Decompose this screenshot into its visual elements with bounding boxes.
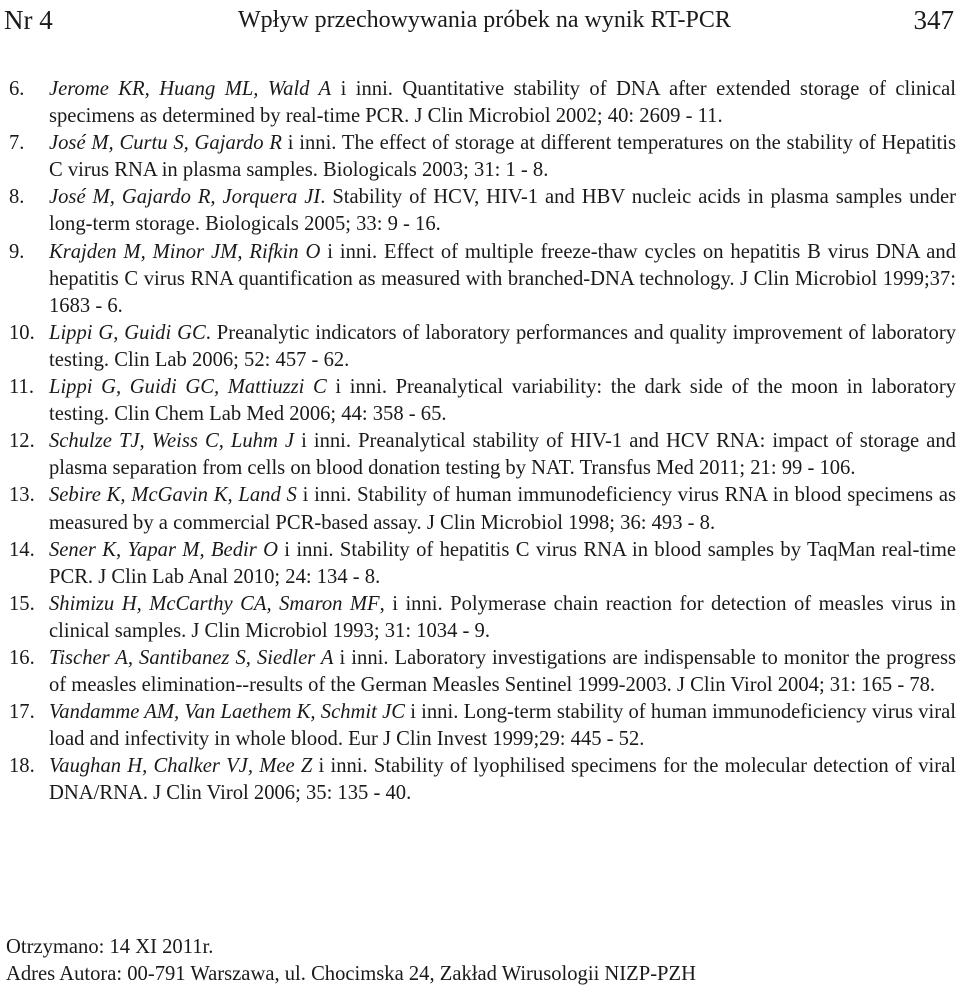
reference-number: 16. — [9, 646, 35, 669]
reference-number: 10. — [9, 321, 35, 344]
reference-item — [0, 130, 960, 184]
reference-authors: José M, Gajardo R, Jorquera JI — [49, 186, 321, 209]
reference-authors: Schulze TJ, Weiss C, Luhm J — [49, 430, 295, 453]
reference-details: . Preanalytic indicators of laboratory performances and quality improvement of laboratory testing. Clin Lab 2006; 52: 457 - 62. — [49, 321, 956, 371]
received-date: Otrzymano: 14 XI 2011r. — [6, 936, 214, 958]
reference-item — [0, 591, 960, 645]
issue-number: Nr 4 — [4, 5, 53, 35]
reference-authors: Lippi G, Guidi GC — [49, 321, 206, 344]
reference-details: i inni. Laboratory investigations are indispensable to monitor the progress of measles elimination--results of the German Measles Sentinel 1999-2003. J Clin Virol 2004; 31: 165 - 78. — [49, 646, 956, 697]
reference-item — [0, 482, 960, 536]
reference-number: 15. — [9, 592, 35, 615]
reference-details: . Stability of HCV, HIV-1 and HBV nucleic acids in plasma samples under long-term storage. Biologicals 2005; 33: 9 - 16. — [49, 186, 956, 236]
reference-number: 9. — [9, 240, 25, 263]
reference-number: 13. — [9, 484, 35, 507]
reference-details: i inni. Preanalytical variability: the dark side of the moon in laboratory testing. Clin Chem Lab Med 2006; 44: 358 - 65. — [49, 376, 956, 426]
reference-details: i inni. Stability of hepatitis C virus RNA in blood samples by TaqMan real-time PCR. J Clin Lab Anal 2010; 24: 134 - 8. — [49, 538, 956, 588]
reference-authors: Tischer A, Santibanez S, Siedler A — [49, 646, 334, 669]
reference-authors: Sener K, Yapar M, Bedir O — [49, 538, 278, 561]
reference-details: i inni. Quantitative stability of DNA after extended storage of clinical specimens as determined by real-time PCR. J Clin Microbiol 2002; 40: 2609 - 11. — [49, 78, 956, 128]
reference-number: 14. — [9, 538, 35, 561]
article-footer — [6, 934, 946, 988]
reference-number: 17. — [9, 701, 35, 724]
reference-details: i inni. Preanalytical stability of HIV-1 and HCV RNA: impact of storage and plasma separation from cells on blood donation testing by NAT. Transfus Med 2011; 21: 99 - 106. — [49, 430, 956, 480]
reference-item — [0, 239, 960, 320]
page-header — [4, 2, 954, 38]
reference-details: i inni. The effect of storage at different temperatures on the stability of Hepatitis C virus RNA in plasma samples. Biologicals 2003; 31: 1 - 8. — [49, 132, 956, 182]
reference-authors: Vandamme AM, Van Laethem K, Schmit JC — [49, 701, 405, 724]
reference-details: i inni. Effect of multiple freeze-thaw cycles on hepatitis B virus DNA and hepatitis C virus RNA quantification as measured with branched-DNA technology. J Clin Microbiol 1999;37: 1683 - 6. — [49, 240, 956, 317]
reference-item — [0, 184, 960, 238]
reference-details: , i inni. Polymerase chain reaction for detection of measles virus in clinical samples. J Clin Microbiol 1993; 31: 1034 - 9. — [49, 592, 956, 642]
reference-authors: Krajden M, Minor JM, Rifkin O — [49, 240, 321, 263]
reference-details: i inni. Stability of lyophilised specimens for the molecular detection of viral DNA/RNA. J Clin Virol 2006; 35: 135 - 40. — [49, 755, 956, 805]
reference-item — [0, 76, 960, 130]
reference-number: 12. — [9, 430, 35, 453]
reference-authors: Lippi G, Guidi GC, Mattiuzzi C — [49, 376, 327, 399]
reference-number: 11. — [9, 376, 34, 399]
reference-item — [0, 428, 960, 482]
reference-item — [0, 537, 960, 591]
author-address: Adres Autora: 00-791 Warszawa, ul. Chocimska 24, Zakład Wirusologii NIZP-PZH — [6, 963, 696, 985]
reference-details: i inni. Long-term stability of human immunodeficiency virus viral load and infectivity in whole blood. Eur J Clin Invest 1999;29: 445 - 52. — [49, 701, 956, 751]
reference-number: 6. — [9, 78, 25, 100]
reference-item — [0, 753, 960, 807]
reference-item — [0, 374, 960, 428]
reference-list — [0, 76, 960, 808]
reference-authors: Sebire K, McGavin K, Land S — [49, 484, 297, 507]
running-title: Wpływ przechowywania próbek na wynik RT-PCR — [238, 7, 731, 33]
reference-item — [0, 320, 960, 374]
reference-number: 18. — [9, 755, 35, 778]
reference-authors: José M, Curtu S, Gajardo R — [49, 132, 282, 155]
page-number: 347 — [913, 5, 954, 35]
reference-item — [0, 699, 960, 753]
reference-details: i inni. Stability of human immunodeficiency virus RNA in blood specimens as measured by a commercial PCR-based assay. J Clin Microbiol 1998; 36: 493 - 8. — [49, 484, 956, 534]
reference-authors: Vaughan H, Chalker VJ, Mee Z — [49, 755, 313, 778]
reference-number: 7. — [9, 132, 25, 155]
reference-authors: Jerome KR, Huang ML, Wald A — [49, 78, 332, 100]
reference-item — [0, 645, 960, 699]
reference-number: 8. — [9, 186, 25, 209]
reference-authors: Shimizu H, McCarthy CA, Smaron MF — [49, 592, 380, 615]
